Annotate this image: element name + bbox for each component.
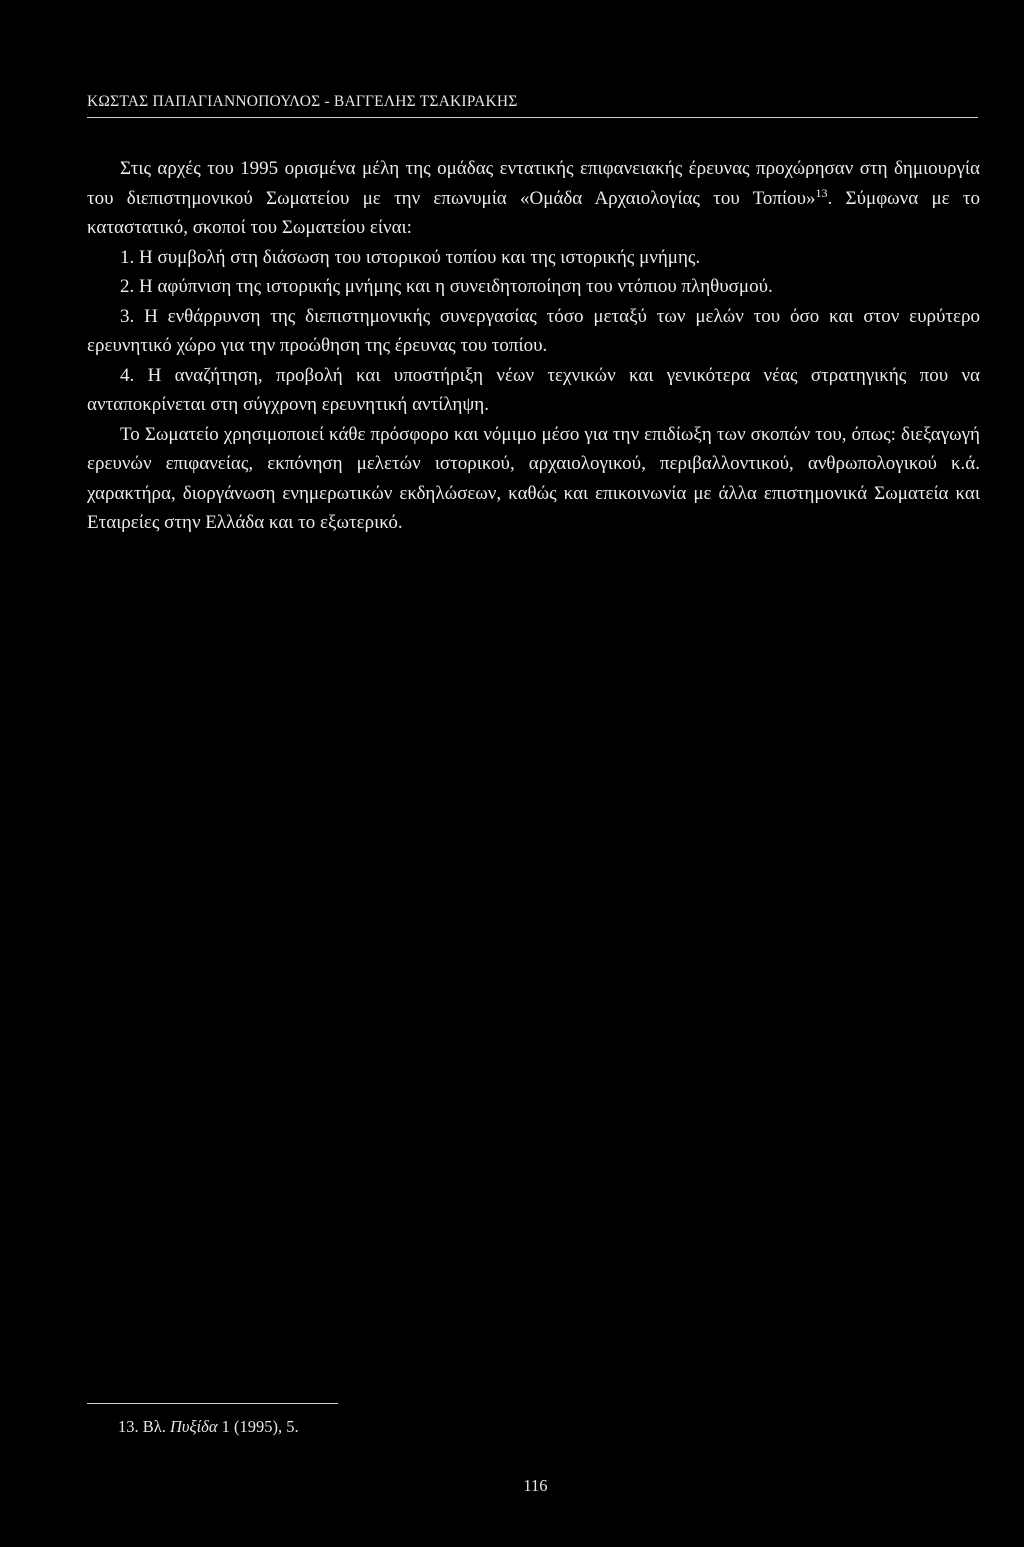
footnote-suffix: 1 (1995), 5. [217,1417,299,1436]
body-text [87,154,980,538]
list-item-4: 4. Η αναζήτηση, προβολή και υποστήριξη νέων τεχνικών και γενικότερα νέας στρατηγικής που να ανταποκρίνεται στη σύγχρονη ερευνητική αντίληψη. [87,364,980,415]
list-item-1: 1. Η συμβολή στη διάσωση του ιστορικού τοπίου και της ιστορικής μνήμης. [120,246,701,268]
list-item-2: 2. Η αφύπνιση της ιστορικής μνήμης και η συνειδητοποίηση του ντόπιου πληθυσμού. [120,276,773,297]
intro-tail: . Σύμφωνα με το καταστατικό, σκοποί του Σωματείου είναι: [87,187,980,238]
closing-paragraph: Το Σωματείο χρησιμοποιεί κάθε πρόσφορο και νόμιμο μέσο για την επιδίωξη των σκοπών του, όπως: διεξαγωγή ερευνών επιφανείας, εκπόνηση μελετών ιστορικού, αρχαιολογικού, περιβαλλοντικού, ανθρωπολογικού κ.ά. χαρακτήρα, διοργάνωση ενημερωτικών εκδηλώσεων, καθώς και επικοινωνία με άλλα επιστημονικά Σωματεία και Εταιρείες στην Ελλάδα και το εξωτερικό. [87,423,980,533]
intro-text: Στις αρχές του 1995 ορισμένα μέλη της ομάδας εντατικής επιφανειακής έρευνας προχώρησαν στη δημιουργία του διεπιστημονικού Σωματείου με την επωνυμία «Ομάδα Αρχαιολογίας του Τοπίου» [87,158,980,209]
footnote-rule [87,1403,338,1404]
footnote-prefix: 13. Βλ. [118,1417,171,1436]
footnote-reference[interactable]: 13 [815,185,828,200]
page-number: 116 [523,1476,548,1495]
footnote-title: Πυξίδα [170,1417,218,1436]
footnote-13 [118,1417,299,1437]
running-head: ΚΩΣΤΑΣ ΠΑΠΑΓΙΑΝΝΟΠΟΥΛΟΣ - ΒΑΓΓΕΛΗΣ ΤΣΑΚΙΡΑΚΗΣ [87,93,518,110]
intro-paragraph [87,154,980,243]
header-rule [87,117,978,118]
list-item-3: 3. Η ενθάρρυνση της διεπιστημονικής συνεργασίας τόσο μεταξύ των μελών του όσο και στον ευρύτερο ερευνητικό χώρο για την προώθηση της έρευνας του τοπίου. [87,305,980,356]
